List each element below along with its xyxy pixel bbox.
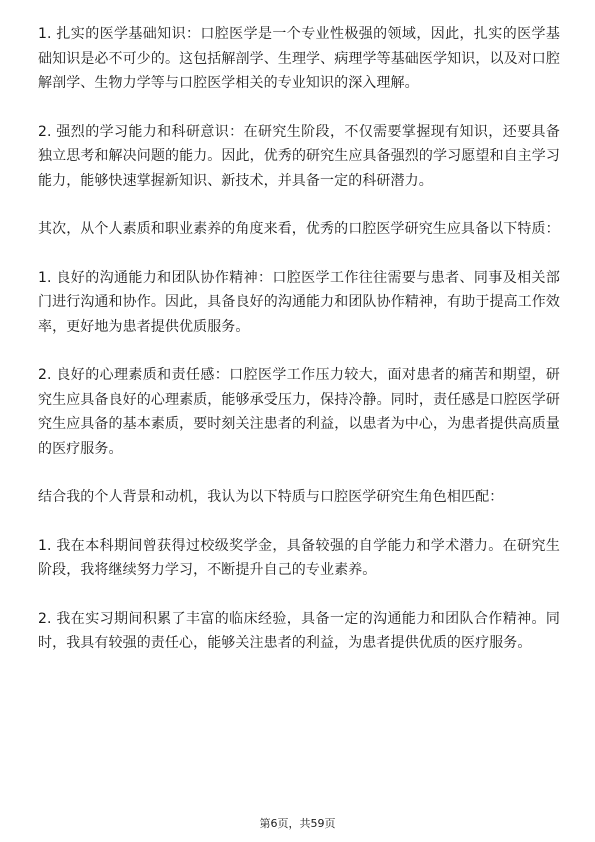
paragraph-scholarship: 1. 我在本科期间曾获得过校级奖学金，具备较强的自学能力和学术潜力。在研究生阶段，我将继续努力学习，不断提升自己的专业素养。 bbox=[38, 537, 560, 578]
paragraph-personal-background-intro: 结合我的个人背景和动机，我认为以下特质与口腔医学研究生角色相匹配： bbox=[38, 489, 504, 505]
paragraph-personal-qualities-intro: 其次，从个人素质和职业素养的角度来看，优秀的口腔医学研究生应具备以下特质： bbox=[38, 221, 560, 237]
document-body bbox=[38, 22, 560, 680]
paragraph-learning-research: 2. 强烈的学习能力和科研意识：在研究生阶段，不仅需要掌握现有知识，还要具备独立思考和解决问题的能力。因此，优秀的研究生应具备强烈的学习愿望和自主学习能力，能够快速掌握新知识、新技术，并具备一定的科研潜力。 bbox=[38, 123, 560, 189]
paragraph-internship: 2. 我在实习期间积累了丰富的临床经验，具备一定的沟通能力和团队合作精神。同时，我具有较强的责任心，能够关注患者的利益，为患者提供优质的医疗服务。 bbox=[38, 610, 560, 651]
paragraph-communication-teamwork: 1. 良好的沟通能力和团队协作精神：口腔医学工作往往需要与患者、同事及相关部门进行沟通和协作。因此，具备良好的沟通能力和团队协作精神，有助于提高工作效率，更好地为患者提供优质服务。 bbox=[38, 269, 560, 335]
paragraph-psychology-responsibility: 2. 良好的心理素质和责任感：口腔医学工作压力较大，面对患者的痛苦和期望，研究生应具备良好的心理素质，能够承受压力，保持冷静。同时，责任感是口腔医学研究生应具备的基本素质，要时刻关注患者的利益，以患者为中心，为患者提供高质量的医疗服务。 bbox=[38, 367, 560, 457]
paragraph-foundation-knowledge: 1. 扎实的医学基础知识：口腔医学是一个专业性极强的领域，因此，扎实的医学基础知识是必不可少的。这包括解剖学、生理学、病理学等基础医学知识，以及对口腔解剖学、生物力学等与口腔医学相关的专业知识的深入理解。 bbox=[38, 26, 560, 91]
page-number-footer: 第6页，共59页 bbox=[259, 817, 336, 830]
